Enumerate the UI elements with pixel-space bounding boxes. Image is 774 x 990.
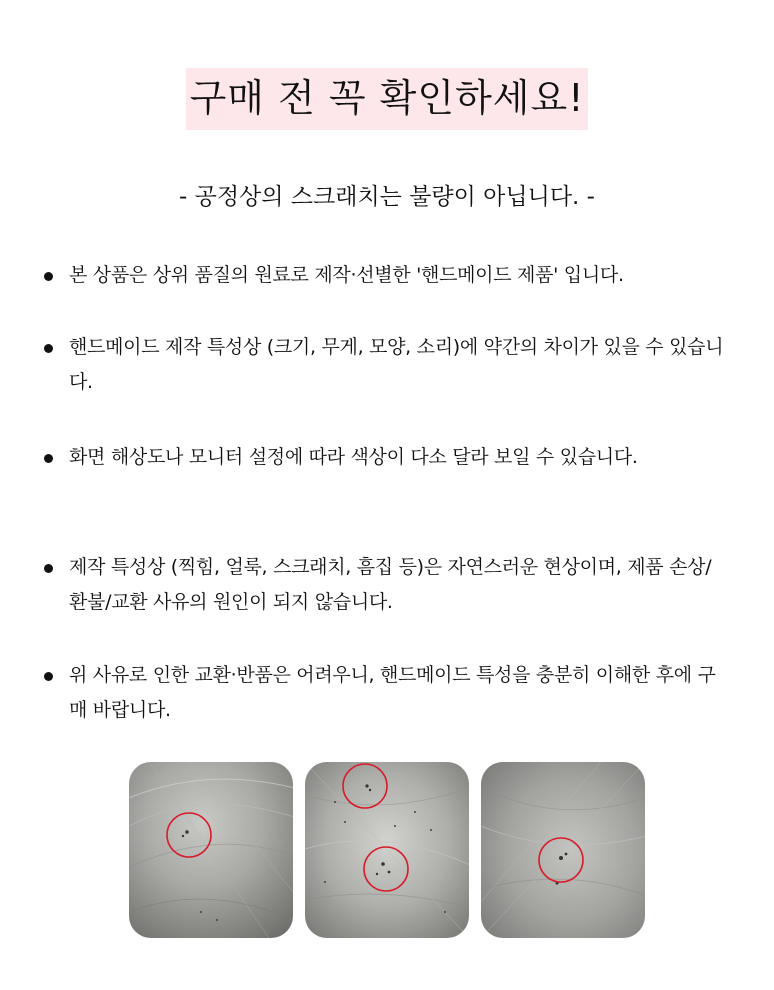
list-item — [44, 330, 744, 400]
list-item — [44, 658, 744, 728]
bullet-dot-icon — [44, 564, 53, 573]
subtitle: - 공정상의 스크래치는 불량이 아닙니다. - — [179, 184, 595, 210]
scratch-photo-2 — [305, 762, 469, 938]
list-item — [44, 440, 744, 475]
bullet-dot-icon — [44, 344, 53, 353]
scratch-photo-1 — [129, 762, 293, 938]
list-item — [44, 258, 744, 293]
list-item-text: 위 사유로 인한 교환·반품은 어려우니, 핸드메이드 특성을 충분히 이해한 후에 구매 바랍니다. — [69, 664, 716, 721]
scratch-example-photos — [129, 762, 619, 938]
list-item-text: 핸드메이드 제작 특성상 (크기, 무게, 모양, 소리)에 약간의 차이가 있을 수 있습니다. — [69, 336, 724, 393]
list-item-text: 제작 특성상 (찍힘, 얼룩, 스크래치, 흠집 등)은 자연스러운 현상이며, 제품 손상/환불/교환 사유의 원인이 되지 않습니다. — [69, 556, 712, 613]
bullet-dot-icon — [44, 454, 53, 463]
list-item — [44, 550, 744, 620]
page-title: 구매 전 꼭 확인하세요! — [186, 68, 589, 130]
bullet-dot-icon — [44, 272, 53, 281]
scratch-photo-3 — [481, 762, 645, 938]
list-item-text: 본 상품은 상위 품질의 원료로 제작·선별한 '핸드메이드 제품' 입니다. — [69, 264, 624, 286]
bullet-dot-icon — [44, 672, 53, 681]
title-container — [0, 68, 774, 130]
list-item-text: 화면 해상도나 모니터 설정에 따라 색상이 다소 달라 보일 수 있습니다. — [69, 446, 638, 468]
